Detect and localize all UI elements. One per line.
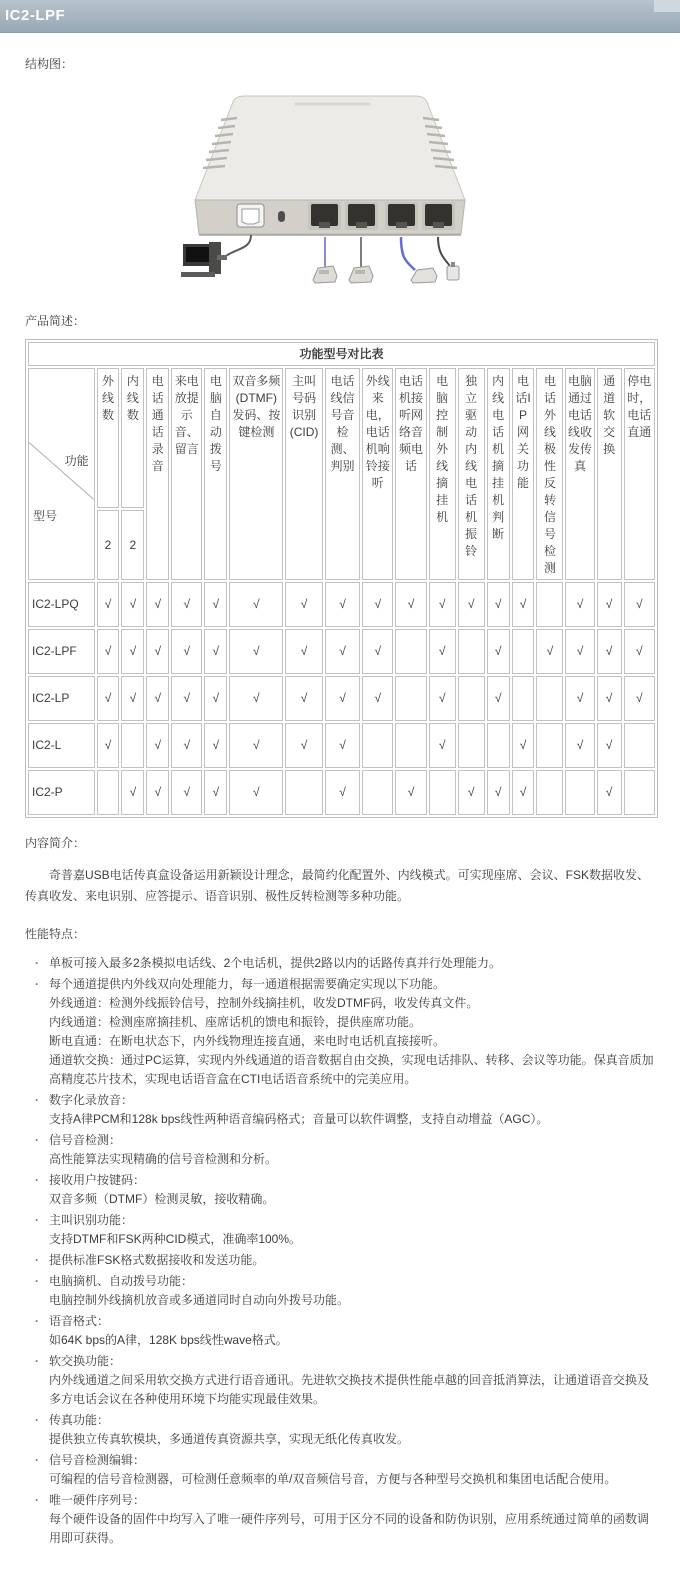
feature-text: 主叫识别功能： 支持DTMF和FSK两种CID模式，准确率100%。	[49, 1211, 658, 1249]
comparison-table	[25, 339, 658, 818]
column-header: 停电时，电话直通	[624, 368, 655, 580]
feature-subline: 外线通道：检测外线振铃信号，控制外线摘挂机，收发DTMF码，收发传真文件。	[49, 996, 479, 1010]
check-cell: √	[565, 676, 594, 721]
check-cell: √	[97, 629, 120, 674]
bullet-icon: ·	[35, 1354, 39, 1368]
line-count-cell: 2	[97, 510, 120, 580]
check-cell: √	[487, 629, 510, 674]
page-title-bar	[0, 0, 680, 33]
check-cell: √	[565, 723, 594, 768]
check-cell: √	[285, 629, 322, 674]
feature-subline: 如64K bps的A律，128K bps线性wave格式。	[49, 1333, 288, 1347]
feature-subline: 提供独立传真软模块，多通道传真资源共享，实现无纸化传真收发。	[49, 1432, 410, 1446]
titlebar-corner-decoration	[654, 0, 680, 12]
phone-icon-3	[411, 268, 437, 283]
check-cell	[487, 723, 510, 768]
check-cell: √	[487, 676, 510, 721]
column-header: 通道软交换	[597, 368, 622, 580]
check-cell	[395, 629, 426, 674]
check-cell	[121, 723, 144, 768]
feature-text: 唯一硬件序列号： 每个硬件设备的固件中均写入了唯一硬件序列号，可用于区分不同的设备和防伪识别，应用系统通过简单的函数调用即可获得。	[49, 1491, 658, 1548]
check-cell: √	[597, 582, 622, 627]
check-cell: √	[597, 629, 622, 674]
column-header: 内线电话机摘挂机判断	[487, 368, 510, 580]
check-cell: √	[146, 676, 169, 721]
check-cell: √	[121, 582, 144, 627]
check-cell	[285, 770, 322, 815]
table-row	[28, 629, 655, 674]
features-list	[25, 954, 658, 1548]
bullet-icon: ·	[35, 1213, 39, 1227]
check-cell: √	[285, 676, 322, 721]
page-content	[0, 55, 680, 1580]
feature-item	[35, 1131, 658, 1169]
check-cell: √	[229, 629, 283, 674]
column-header: 电话外线极性反转信号检测	[536, 368, 563, 580]
table-header-row	[28, 368, 655, 508]
check-cell: √	[429, 676, 456, 721]
check-cell	[458, 629, 485, 674]
corner-cell	[28, 368, 95, 580]
check-cell: √	[429, 723, 456, 768]
check-cell	[458, 676, 485, 721]
check-cell: √	[146, 770, 169, 815]
feature-item	[35, 1272, 658, 1310]
check-cell: √	[429, 629, 456, 674]
feature-item	[35, 1352, 658, 1409]
check-cell: √	[325, 582, 360, 627]
check-cell: √	[146, 723, 169, 768]
check-cell: √	[204, 723, 227, 768]
bullet-icon: ·	[35, 1413, 39, 1427]
feature-subline: 通道软交换：通过PC运算，实现内外线通道的语音数据自由交换，实现电话排队、转移、会议等功能。保真音质加高精度芯片技术，实现电话语音盒在CTI电话语音系统中的完美应用。	[49, 1053, 654, 1086]
feature-item	[35, 1312, 658, 1350]
brief-section-label: 产品简述：	[25, 314, 86, 328]
feature-text: 信号音检测编辑： 可编程的信号音检测器，可检测任意频率的单/双音频信号音，方便与各种型号交换机和集团电话配合使用。	[49, 1451, 658, 1489]
check-cell: √	[512, 723, 535, 768]
check-cell: √	[362, 629, 393, 674]
check-cell: √	[624, 676, 655, 721]
column-header: 主叫号码识别(CID)	[285, 368, 322, 580]
check-cell	[536, 770, 563, 815]
check-cell: √	[146, 582, 169, 627]
check-cell: √	[204, 770, 227, 815]
column-header: 来电放提示音、留言	[171, 368, 202, 580]
corner-label-function: 功能	[64, 454, 89, 468]
check-cell: √	[171, 629, 202, 674]
bullet-icon: ·	[35, 977, 39, 991]
bullet-icon: ·	[35, 1314, 39, 1328]
check-cell: √	[565, 629, 594, 674]
feature-text: 每个通道提供内外线双向处理能力，每一通道根据需要确定实现以下功能。 外线通道：检测外线振铃信号，控制外线摘挂机，收发DTMF码，收发传真文件。 内线通道：检测座席摘挂机、座席话机的馈电和振铃，提供座席功能。 断电直通：在断电状态下，内外线物理连接直通，来电时电话机直接接听。 通道软交换：通过PC运算，实现内外线通道的语音数据自由交换，实现电话排队、转移、会议等功能。保真音质加高精度芯片技术，实现电话语音盒在CTI电话语音系统中的完美应用。	[49, 975, 658, 1089]
check-cell: √	[204, 676, 227, 721]
check-cell: √	[512, 582, 535, 627]
feature-subline: 内线通道：检测座席摘挂机、座席话机的馈电和振铃，提供座席功能。	[49, 1015, 422, 1029]
table-row	[28, 582, 655, 627]
computer-icon	[181, 242, 227, 277]
check-cell: √	[121, 629, 144, 674]
feature-subline: 每个硬件设备的固件中均写入了唯一硬件序列号，可用于区分不同的设备和防伪识别，应用系统通过简单的函数调用即可获得。	[49, 1512, 650, 1545]
column-header: 外线来电，电话机响铃接听	[362, 368, 393, 580]
bullet-icon: ·	[35, 1173, 39, 1187]
check-cell	[624, 723, 655, 768]
feature-item	[35, 1211, 658, 1249]
bullet-icon: ·	[35, 1133, 39, 1147]
feature-text: 软交换功能： 内外线通道之间采用软交换方式进行语音通讯。先进软交换技术提供性能卓越的回音抵消算法，让通道语音交换及多方电话会议在各种使用环境下均能实现最佳效果。	[49, 1352, 658, 1409]
check-cell: √	[362, 676, 393, 721]
check-cell: √	[229, 582, 283, 627]
phone-icon-1	[313, 266, 337, 283]
check-cell	[624, 770, 655, 815]
column-header: 电脑通过电话线收发传真	[565, 368, 594, 580]
check-cell: √	[171, 723, 202, 768]
check-cell: √	[325, 629, 360, 674]
check-cell	[362, 723, 393, 768]
check-cell: √	[204, 582, 227, 627]
check-cell	[395, 676, 426, 721]
check-cell: √	[512, 770, 535, 815]
feature-text: 传真功能： 提供独立传真软模块，多通道传真资源共享，实现无纸化传真收发。	[49, 1411, 658, 1449]
column-header: 电脑自动拨号	[204, 368, 227, 580]
phone-line-3	[401, 237, 415, 270]
led-indicator-icon	[278, 211, 285, 222]
feature-subline: 可编程的信号音检测器，可检测任意频率的单/双音频信号音，方便与各种型号交换机和集团电话配合使用。	[49, 1472, 617, 1486]
check-cell	[429, 770, 456, 815]
feature-item	[35, 1491, 658, 1548]
check-cell: √	[97, 582, 120, 627]
check-cell	[512, 629, 535, 674]
feature-text: 接收用户按键码： 双音多频（DTMF）检测灵敏，接收精确。	[49, 1171, 658, 1209]
check-cell: √	[624, 582, 655, 627]
check-cell: √	[487, 582, 510, 627]
intro-section-label: 内容简介：	[25, 836, 86, 850]
check-cell: √	[229, 770, 283, 815]
table-row	[28, 723, 655, 768]
check-cell: √	[121, 676, 144, 721]
column-header: 电话线信号音检测、判别	[325, 368, 360, 580]
page-title: IC2-LPF	[5, 7, 66, 24]
model-name-cell: IC2-LPF	[28, 629, 95, 674]
check-cell: √	[362, 582, 393, 627]
feature-item	[35, 1251, 658, 1270]
check-cell: √	[285, 582, 322, 627]
bullet-icon: ·	[35, 1093, 39, 1107]
product-diagram	[175, 82, 485, 290]
feature-subline: 支持A律PCM和128k bps线性两种语音编码格式；音量可以软件调整，支持自动增益（AGC）。	[49, 1112, 549, 1126]
check-cell: √	[624, 629, 655, 674]
bullet-icon: ·	[35, 1493, 39, 1507]
feature-text: 信号音检测： 高性能算法实现精确的信号音检测和分析。	[49, 1131, 658, 1169]
column-header: 内线数	[121, 368, 144, 508]
column-header: 双音多频(DTMF)发码、按键检测	[229, 368, 283, 580]
model-name-cell: IC2-LPQ	[28, 582, 95, 627]
check-cell: √	[597, 676, 622, 721]
check-cell: √	[429, 582, 456, 627]
feature-text: 电脑摘机、自动拨号功能： 电脑控制外线摘机放音或多通道同时自动向外拨号功能。	[49, 1272, 658, 1310]
check-cell: √	[597, 770, 622, 815]
check-cell: √	[146, 629, 169, 674]
check-cell: √	[487, 770, 510, 815]
feature-item	[35, 1451, 658, 1489]
bullet-icon: ·	[35, 956, 39, 970]
column-header: 独立驱动内线电话机振铃	[458, 368, 485, 580]
model-name-cell: IC2-LP	[28, 676, 95, 721]
feature-item	[35, 954, 658, 973]
check-cell: √	[97, 676, 120, 721]
check-cell	[362, 770, 393, 815]
column-header: 电话IP网关功能	[512, 368, 535, 580]
feature-item	[35, 1091, 658, 1129]
line-count-cell: 2	[121, 510, 144, 580]
table-row	[28, 676, 655, 721]
feature-subline: 支持DTMF和FSK两种CID模式，准确率100%。	[49, 1232, 302, 1246]
usb-cable	[223, 235, 251, 258]
check-cell: √	[171, 676, 202, 721]
feature-item	[35, 1411, 658, 1449]
feature-item	[35, 975, 658, 1089]
check-cell: √	[229, 676, 283, 721]
bullet-icon: ·	[35, 1253, 39, 1267]
bullet-icon: ·	[35, 1453, 39, 1467]
check-cell: √	[204, 629, 227, 674]
check-cell: √	[325, 770, 360, 815]
check-cell: √	[597, 723, 622, 768]
structure-section-label: 结构图：	[25, 57, 74, 71]
check-cell: √	[536, 629, 563, 674]
wall-line	[438, 237, 451, 268]
corner-label-model: 型号	[33, 508, 58, 523]
check-cell: √	[395, 770, 426, 815]
check-cell: √	[171, 582, 202, 627]
check-cell	[536, 723, 563, 768]
model-name-cell: IC2-L	[28, 723, 95, 768]
feature-subline: 电脑控制外线摘机放音或多通道同时自动向外拨号功能。	[49, 1293, 350, 1307]
diagonal-line-icon	[29, 369, 94, 579]
check-cell: √	[285, 723, 322, 768]
bullet-icon: ·	[35, 1274, 39, 1288]
check-cell: √	[458, 582, 485, 627]
column-header: 电脑控制外线摘挂机	[429, 368, 456, 580]
model-name-cell: IC2-P	[28, 770, 95, 815]
check-cell: √	[565, 582, 594, 627]
feature-text: 提供标准FSK格式数据接收和发送功能。	[49, 1253, 265, 1267]
check-cell: √	[395, 582, 426, 627]
column-header: 外线数	[97, 368, 120, 508]
check-cell	[512, 676, 535, 721]
table-title-row	[28, 342, 655, 366]
column-header: 电话通话录音	[146, 368, 169, 580]
check-cell	[536, 582, 563, 627]
check-cell: √	[325, 723, 360, 768]
check-cell	[458, 723, 485, 768]
check-cell	[97, 770, 120, 815]
feature-text: 数字化录放音： 支持A律PCM和128k bps线性两种语音编码格式；音量可以软件调整，支持自动增益（AGC）。	[49, 1091, 658, 1129]
feature-text: 语音格式： 如64K bps的A律，128K bps线性wave格式。	[49, 1312, 658, 1350]
usb-port-icon	[237, 204, 264, 227]
check-cell	[536, 676, 563, 721]
feature-text: 单板可接入最多2条模拟电话线、2个电话机，提供2路以内的话路传真并行处理能力。	[49, 956, 502, 970]
check-cell: √	[229, 723, 283, 768]
feature-subline: 内外线通道之间采用软交换方式进行语音通讯。先进软交换技术提供性能卓越的回音抵消算法，让通道语音交换及多方电话会议在各种使用环境下均能实现最佳效果。	[49, 1373, 650, 1406]
check-cell: √	[171, 770, 202, 815]
feature-subline: 断电直通：在断电状态下，内外线物理连接直通，来电时电话机直接接听。	[49, 1034, 446, 1048]
check-cell: √	[458, 770, 485, 815]
check-cell: √	[325, 676, 360, 721]
check-cell	[395, 723, 426, 768]
table-row	[28, 770, 655, 815]
feature-subline: 双音多频（DTMF）检测灵敏，接收精确。	[49, 1192, 275, 1206]
table-title: 功能型号对比表	[28, 342, 655, 366]
phone-icon-2	[349, 266, 373, 283]
feature-subline: 高性能算法实现精确的信号音检测和分析。	[49, 1152, 278, 1166]
features-section-label: 性能特点：	[25, 927, 86, 941]
device-illustration-image	[175, 82, 485, 287]
column-header: 电话机接听网络音频电话	[395, 368, 426, 580]
check-cell	[565, 770, 594, 815]
check-cell: √	[97, 723, 120, 768]
intro-paragraph: 奇普嘉USB电话传真盒设备运用新颖设计理念，最简约化配置外、内线模式。可实现座席、会议、FSK数据收发、传真收发、来电识别、应答提示、语音识别、极性反转检测等多种功能。	[25, 868, 650, 903]
feature-item	[35, 1171, 658, 1209]
check-cell: √	[121, 770, 144, 815]
